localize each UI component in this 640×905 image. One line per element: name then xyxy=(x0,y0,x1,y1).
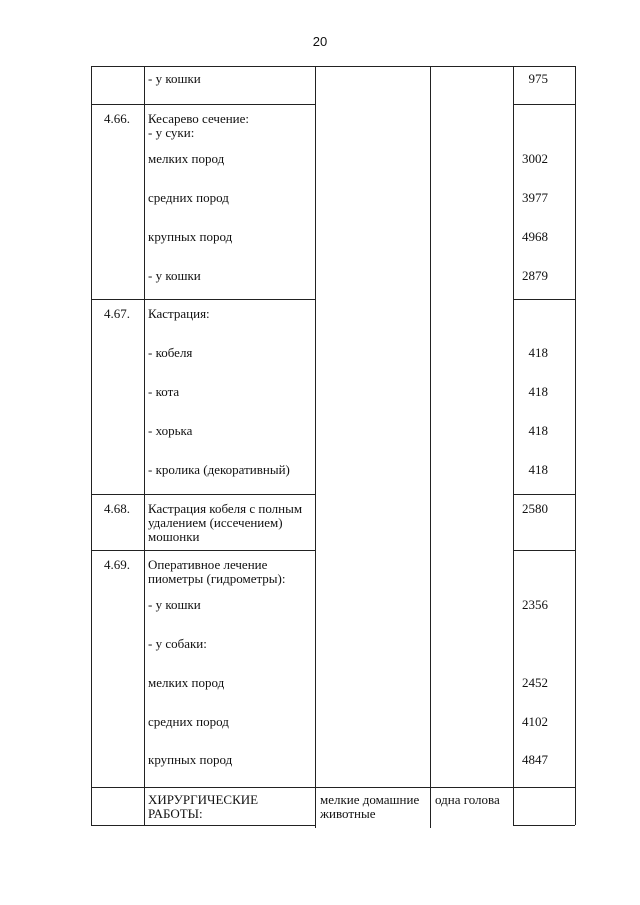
price-cell: 4847 xyxy=(522,752,548,767)
service-line: средних пород xyxy=(148,190,229,205)
object-cell: мелкие домашние xyxy=(320,792,420,807)
column-border xyxy=(315,66,316,828)
column-border xyxy=(144,66,145,825)
price-cell: 2356 xyxy=(522,597,548,612)
price-cell: 2452 xyxy=(522,675,548,690)
service-line: - у собаки: xyxy=(148,636,207,651)
service-title: Кастрация кобеля с полным xyxy=(148,501,303,516)
item-code: 4.68. xyxy=(104,501,130,516)
price-cell: 2879 xyxy=(522,268,548,283)
row-divider xyxy=(513,494,575,495)
unit-cell: одна голова xyxy=(435,792,500,807)
row-divider xyxy=(91,787,575,788)
service-line: мелких пород xyxy=(148,675,225,690)
row-divider xyxy=(91,104,315,105)
service-title: пиометры (гидрометры): xyxy=(148,571,286,586)
service-line: мелких пород xyxy=(148,151,225,166)
service-title: Кастрация: xyxy=(148,306,210,321)
section-heading: РАБОТЫ: xyxy=(148,806,203,821)
row-divider xyxy=(91,494,315,495)
row-divider xyxy=(91,299,315,300)
row-divider xyxy=(513,299,575,300)
service-title: Оперативное лечение xyxy=(148,557,268,572)
price-cell: 4102 xyxy=(522,714,548,729)
service-line: - кобеля xyxy=(148,345,193,360)
section-heading: ХИРУРГИЧЕСКИЕ xyxy=(148,792,259,807)
price-cell: 3002 xyxy=(522,151,548,166)
item-code: 4.67. xyxy=(104,306,130,321)
service-line: крупных пород xyxy=(148,229,233,244)
price-cell: 418 xyxy=(528,462,548,477)
price-cell: 418 xyxy=(528,423,548,438)
service-line: - у кошки xyxy=(148,268,201,283)
price-cell: 418 xyxy=(528,345,548,360)
row-divider xyxy=(91,550,315,551)
table-bottom-border xyxy=(513,825,575,826)
service-line: крупных пород xyxy=(148,752,233,767)
item-code: 4.69. xyxy=(104,557,130,572)
object-cell: животные xyxy=(320,806,376,821)
service-line: - у кошки xyxy=(148,71,201,86)
service-line: средних пород xyxy=(148,714,229,729)
service-line: - у кошки xyxy=(148,597,201,612)
service-title: удалением (иссечением) xyxy=(148,515,283,530)
service-subtitle: - у суки: xyxy=(148,125,195,140)
item-code: 4.66. xyxy=(104,111,130,126)
price-cell: 2580 xyxy=(522,501,548,516)
page-number: 20 xyxy=(312,34,328,49)
column-border xyxy=(91,66,92,825)
column-border xyxy=(513,66,514,825)
service-title: мошонки xyxy=(148,529,200,544)
price-cell: 418 xyxy=(528,384,548,399)
service-title: Кесарево сечение: xyxy=(148,111,250,126)
price-cell: 3977 xyxy=(522,190,548,205)
column-border xyxy=(430,66,431,828)
column-border xyxy=(575,66,576,825)
table-top-border xyxy=(91,66,575,67)
service-line: - хорька xyxy=(148,423,193,438)
service-line: - кота xyxy=(148,384,180,399)
service-line: - кролика (декоративный) xyxy=(148,462,290,477)
row-divider xyxy=(513,550,575,551)
price-cell: 975 xyxy=(528,71,548,86)
row-divider xyxy=(513,104,575,105)
price-cell: 4968 xyxy=(522,229,548,244)
table-bottom-border xyxy=(91,825,315,826)
